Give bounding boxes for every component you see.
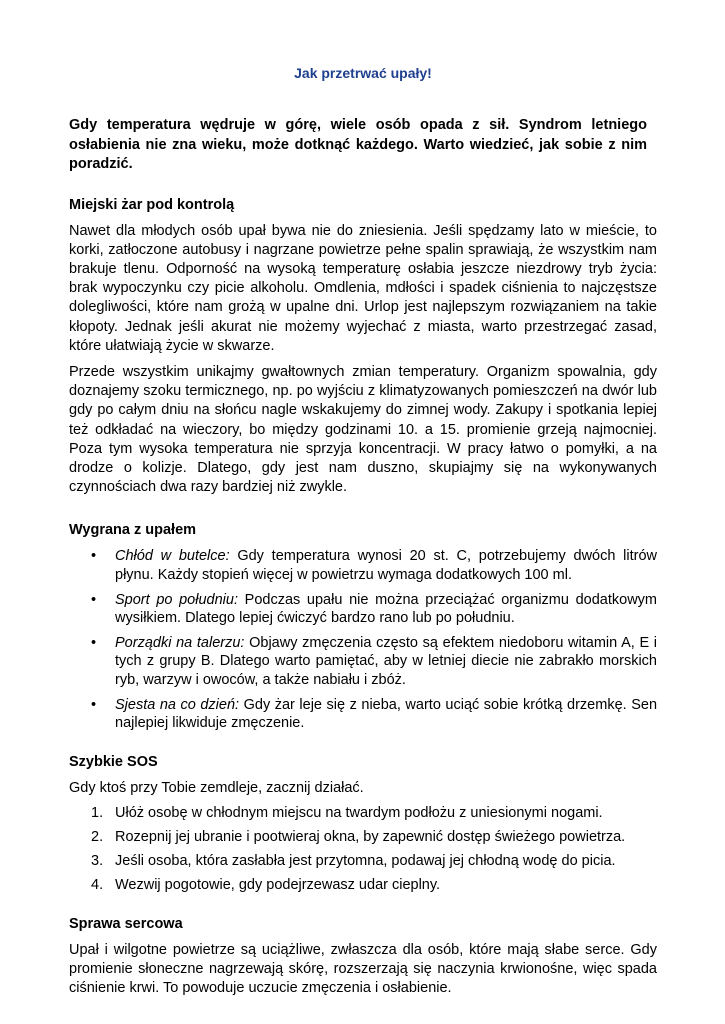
tip-text: Objawy zmęczenia często są efektem niedoboru witamin A, E i tych z grupy B. Dlatego warto pamiętać, aby w letniej diecie nie zabrakło morskich ryb, warzyw i owoców, a także nabiału i zbóż. [115, 634, 658, 688]
bullet-icon: • [91, 591, 97, 608]
step-text: Rozepnij jej ubranie i pootwieraj okna, by zapewnić dostęp świeżego powietrza. [115, 828, 626, 845]
tips-list [69, 547, 657, 732]
tip-term: Sjesta na co dzień: [115, 696, 240, 713]
list-item [91, 634, 657, 690]
bullet-icon: • [91, 634, 97, 651]
list-item [91, 876, 657, 895]
paragraph: Upał i wilgotne powietrze są uciążliwe, zwłaszcza dla osób, które mają słabe serce. Gdy promienie słoneczne nagrzewają skórę, rozszerzają się naczynia krwionośne, więc spada ciśnienie krwi. To powoduje uczucie zmęczenia i osłabienie. [69, 941, 657, 997]
step-number: 1. [91, 804, 104, 821]
section-heading: Wygrana z upałem [69, 522, 197, 539]
section-sos [69, 753, 657, 895]
list-item [91, 696, 657, 733]
tip-term: Sport po południu: [115, 591, 238, 608]
step-number: 2. [91, 828, 104, 845]
tip-term: Chłód w butelce: [115, 548, 230, 565]
tip-text: Podczas upału nie można przeciążać organizmu dodatkowym wysiłkiem. Dlatego lepiej ćwiczyć bardzo rano lub po południu. [115, 591, 658, 627]
section-heading: Miejski żar pod kontrolą [69, 196, 235, 213]
paragraph: Przede wszystkim unikajmy gwałtownych zmian temperatury. Organizm spowalnia, gdy doznajemy szoku termicznego, np. po wyjściu z klimatyzowanych pomieszczeń na dwór lub gdy po całym dniu na słońcu nagle wskakujemy do zimnej wody. Zakupy i spotkania lepiej też odkładać na wieczory, bo między godzinami 10. a 15. promienie grzeją najmocniej. Poza tym wysoka temperatura nie sprzyja koncentracji. W pracy łatwo o pomyłki, a na drodze o kolizje. Dlatego, gdy jest nam duszno, skupiajmy się na wykonywanych czynnościach dwa razy bardziej niż zwykle. [69, 363, 657, 496]
tip-text: Gdy żar leje się z nieba, warto uciąć sobie krótką drzemkę. Sen najlepiej likwiduje zmęczenie. [115, 696, 658, 732]
tip-text: Gdy temperatura wynosi 20 st. C, potrzebujemy dwóch litrów płynu. Każdy stopień więcej w powietrzu wymaga dodatkowych 100 ml. [115, 548, 658, 583]
list-item [91, 852, 657, 871]
paragraph: Gdy ktoś przy Tobie zemdleje, zacznij działać. [69, 779, 364, 796]
section-heading: Sprawa sercowa [69, 915, 183, 932]
list-item [91, 591, 657, 628]
list-item [91, 804, 657, 823]
step-text: Wezwij pogotowie, gdy podejrzewasz udar cieplny. [115, 877, 441, 894]
step-number: 4. [91, 877, 104, 894]
section-sercowa [69, 915, 657, 999]
lead-paragraph: Gdy temperatura wędruje w górę, wiele osób opada z sił. Syndrom letniego osłabienia nie zna wieku, może dotknąć każdego. Warto wiedzieć, jak sobie z nim poradzić. [69, 117, 647, 172]
tip-term: Porządki na talerzu: [115, 634, 245, 651]
section-wygrana [69, 521, 657, 732]
bullet-icon: • [91, 696, 97, 713]
list-item [91, 547, 657, 584]
bullet-icon: • [91, 548, 97, 565]
page-title: Jak przetrwać upały! [294, 65, 432, 81]
step-number: 3. [91, 853, 104, 870]
list-item [91, 828, 657, 847]
section-miejski [69, 196, 657, 498]
section-heading: Szybkie SOS [69, 753, 158, 770]
step-text: Jeśli osoba, która zasłabła jest przytomna, podawaj jej chłodną wodę do picia. [115, 853, 616, 870]
paragraph: Nawet dla młodych osób upał bywa nie do zniesienia. Jeśli spędzamy lato w mieście, to korki, zatłoczone autobusy i nagrzane powietrze pełne spalin sprawiają, że wszystkim nam brakuje tlenu. Odporność na wysoką temperaturę osłabia jeszcze niezdrowy tryb życia: brak wypoczynku czy picie alkoholu. Omdlenia, mdłości i spadek ciśnienia to najczęstsze dolegliwości, które nam grożą w upalne dni. Urlop jest najlepszym rozwiązaniem na takie kłopoty. Jednak jeśli akurat nie możemy wyjechać z miasta, warto przestrzegać zasad, które ułatwiają życie w skwarze. [69, 222, 657, 354]
step-text: Ułóż osobę w chłodnym miejscu na twardym podłożu z uniesionymi nogami. [115, 804, 603, 821]
steps-list [69, 804, 657, 895]
